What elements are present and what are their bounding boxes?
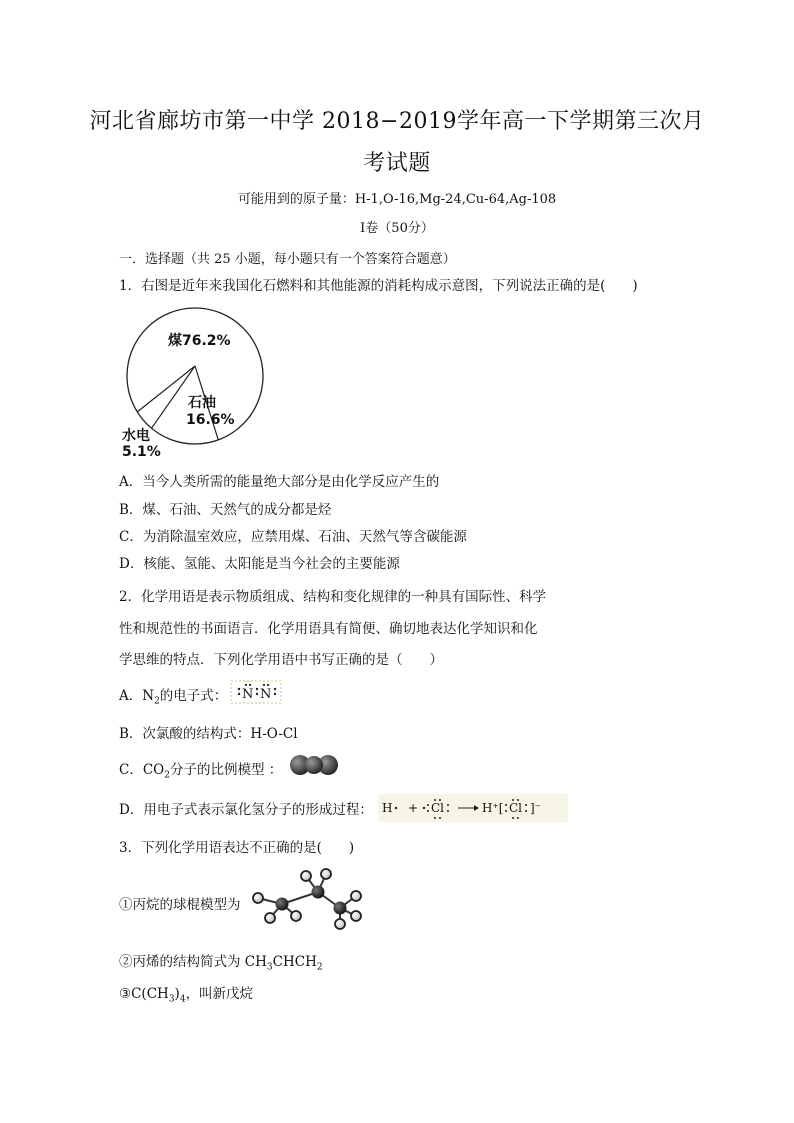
q2-option-b: B．次氯酸的结构式：H-O-Cl	[119, 726, 298, 742]
q2-c-sub: 2	[164, 770, 170, 781]
hcl-formation-formula	[378, 794, 568, 822]
n2-electron-formula	[230, 680, 282, 704]
question-2-stem-line2: 性和规范性的书面语言．化学用语具有简便、确切地表达化学知识和化	[119, 621, 538, 637]
co2-space-filling-model	[288, 752, 342, 778]
q3-item-2-sub1: 3	[266, 962, 273, 973]
question-1-stem: 1．右图是近年来我国化石燃料和其他能源的消耗构成示意图，下列说法正确的是( )	[119, 278, 638, 294]
q3-item-2	[119, 950, 323, 973]
page-title-line2: 考试题	[363, 151, 431, 176]
q3-item-2-sub2: 2	[316, 962, 323, 973]
q1-option-a: A．当今人类所需的能量绝大部分是由化学反应产生的	[119, 474, 440, 490]
question-3-stem: 3．下列化学用语表达不正确的是( )	[119, 840, 355, 856]
hcl-h-atom: H	[382, 801, 393, 815]
label-hydro-name: 水电	[122, 428, 150, 444]
question-2-stem-line1: 2．化学用语是表示物质组成、结构和变化规律的一种具有国际性、科学	[119, 589, 547, 605]
q3-item-3-sub1: 3	[168, 994, 175, 1005]
q1-option-c: C．为消除温室效应，应禁用煤、石油、天然气等含碳能源	[119, 529, 467, 545]
q2-c-prefix: C．CO	[119, 762, 165, 778]
q2-option-a	[119, 684, 227, 707]
label-oil-percent: 16.6%	[186, 412, 235, 428]
q3-item-2-mid: CHCH	[272, 954, 317, 970]
label-coal: 煤76.2%	[168, 333, 231, 349]
hcl-product-h: H⁺[	[482, 801, 504, 815]
hcl-product-cl: Cl	[509, 801, 523, 815]
q1-option-d: D．核能、氢能、太阳能是当今社会的主要能源	[119, 556, 400, 572]
q2-c-suffix: 分子的比例模型 ：	[169, 762, 283, 778]
section-heading: 一．选择题（共 25 小题，每小题只有一个答案符合题意）	[119, 252, 456, 267]
atomic-masses: 可能用到的原子量：H-1,O-16,Mg-24,Cu-64,Ag-108	[237, 192, 557, 207]
label-oil-name: 石油	[188, 395, 216, 411]
propane-ball-stick-model	[244, 866, 372, 932]
q3-item-3-suffix: ，叫新戊烷	[185, 986, 254, 1002]
question-2-stem-line3: 学思维的特点．下列化学用语中书写正确的是（ ）	[119, 652, 443, 668]
hcl-product-close: ]⁻	[530, 801, 542, 815]
q1-option-b: B．煤、石油、天然气的成分都是烃	[119, 502, 332, 518]
q2-option-c	[119, 758, 282, 781]
page-title-line1: 河北省廊坊市第一中学 2018−2019学年高一下学期第三次月	[89, 109, 705, 134]
hcl-plus: +	[408, 801, 419, 815]
n2-atom-1: N	[242, 687, 254, 702]
n2-atom-2: N	[260, 687, 272, 702]
q2-a-prefix: A．N	[119, 688, 155, 704]
q2-a-sub: 2	[154, 696, 160, 707]
q3-item-3-prefix: ③C(CH	[119, 986, 169, 1002]
q2-option-d: D．用电子式表示氯化氢分子的形成过程：	[119, 802, 373, 818]
q3-item-1: ①丙烷的球棍模型为	[119, 897, 241, 913]
hcl-cl-atom: Cl	[431, 801, 445, 815]
q3-item-3	[119, 982, 253, 1005]
q2-a-suffix: 的电子式：	[159, 688, 228, 704]
q3-item-2-prefix: ②丙烯的结构简式为 CH	[119, 954, 267, 970]
energy-pie-chart	[110, 300, 310, 460]
volume-label: I卷（50分）	[360, 221, 434, 236]
q3-item-3-sub2: 4	[179, 994, 186, 1005]
q3-item-3-mid: )	[174, 986, 180, 1002]
label-hydro-percent: 5.1%	[122, 444, 161, 460]
